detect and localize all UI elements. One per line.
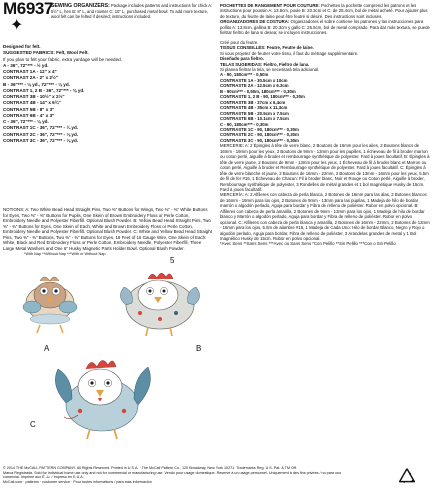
recycle-icon <box>396 466 418 488</box>
metric-item: CONTRASTE 1, 2 B - 90, 180cm*** - 0,30m <box>220 94 305 100</box>
yardage-item: CONTRAST 6B - 4" x 3" <box>3 112 55 118</box>
label-b5: 5 <box>170 256 175 265</box>
yardage-item: CONTRAST 2C - 36", 72"*** - ⅛ yd. <box>3 131 79 137</box>
metric-list <box>220 72 430 143</box>
metric-item: CONTRASTE 1A - 30.5cm x 10cm <box>220 77 288 83</box>
yardage-item: CONTRAST 2A - 2" x 2½" <box>3 75 58 81</box>
footer-line-2: Marca Registrada. Sold for individual home use only and not for commercial or manufacturing use. Vendu pour usage domestique. Reservé à un usage personnel. Uniquement à des fins privées / no para uso comercial. Imprimé aux É.-U. / Impreso en E.U.A. <box>3 470 342 480</box>
metric-item: CONTRASTE 1C - 90, 180cm*** - 0,30m <box>220 126 299 132</box>
suggested-fabrics: SUGGESTED FABRICS: Felt, Wool Felt. <box>3 50 89 56</box>
yardage-item: CONTRAST 3B - 10½" x 2½" <box>3 94 65 99</box>
metric-item: CONTRASTE 3B - 27cm x 6,4cm <box>220 99 286 105</box>
metric-item: CONTRASTE 3C - 90, 180cm*** - 0,30m <box>220 137 299 143</box>
yardage-list <box>3 63 215 144</box>
metric-item: C - 90, 180cm*** - 0,30m <box>220 121 269 127</box>
yardage-item: CONTRAST 1C - 36", 72"*** - ¼ yd. <box>3 125 79 131</box>
star-icon: ✦ <box>10 17 24 34</box>
organizer-illustrations <box>0 255 220 455</box>
yardage-item: CONTRAST 5B - 8" x 3" <box>3 106 55 112</box>
label-a: A <box>44 344 50 353</box>
pattern-number: M6937 <box>3 0 53 18</box>
metric-item: CONTRASTE 4B - 35cm x 11,3cm <box>220 105 288 111</box>
yardage-item: C - 36", 72"*** - ⅛ yd. <box>3 119 49 124</box>
yardage-item: B - 36"*** - ⅛ yd., 72"*** - ⅛ yd. <box>3 81 70 87</box>
label-c: C <box>30 420 36 429</box>
metric-item: A - 90, 180cm*** - 0,50m <box>220 72 269 78</box>
fabric-requirements <box>3 44 215 144</box>
metric-item: CONTRASTE 2A - 12.5cm x 6.3cm <box>220 83 289 89</box>
translations-column <box>220 3 430 247</box>
metric-item: B - 90cm*** - 0,50m, 180cm*** - 0,30m <box>220 88 296 94</box>
header-desc-text: Package includes patterns and instructions for chick A: 5½" L, hen B: 8" L, and rooster C: 10" L, purchased metal bowl. To add more texture, wool felt can be felted if desired; instructions included. <box>51 3 213 19</box>
header-description <box>51 3 217 19</box>
yardage-item: CONTRAST 1, 2 B - 36", 72"*** - ⅜ yd. <box>3 87 85 93</box>
yardage-item: CONTRAST 4B - 14" x 6¾" <box>3 100 61 106</box>
footer-line-3: McCall.com · patterns · customer service · Pour toutes informations / para más información <box>3 480 152 485</box>
yardage-item: CONTRAST 3C - 36", 72"*** - ⅛ yd. <box>3 137 79 143</box>
metric-item: CONTRASTE 6B - 10.1cm x 7.5cm <box>220 116 289 122</box>
merceria-text: MERCERÍA: A: 2 Alfileres con cabeza de perla blanca, 2 Botones de 16mm para las alas, 2 Botones blancos de 16mm - 19mm para los ojos, 2 Botones de 9mm - 13mm para las pupilas, 1 Madeja de hilo de bordar marrón o algodón perlado, Aguja para bordar y Fibra de relleno de poliéster. Rubor en polvo opcional. B: Alfileres con cabeza de perla amarilla, 2 Botones de 9mm - 13mm para los ojos, 1 Madeja de hilo de bordar blanco y Marrón o algodón perlado, Aguja para bordar y Fibra de relleno de poliéster. Rubor en polvo opcional. C: Alfileres con cabeza de perla blanca y amarilla, 2 Botones de 16mm - 22mm, 2 Botones de 13mm - 16mm para los ojos, 5.5m de alambre #16, 1 Madeja de Cada Uno: Hilo de bordar Blanco, Negro y Rojo o algodón perlado, Aguja para bordar, Fibra de relleno de poliéster, 3 Arandelas grandes de metal y 1 Bol magnético Husky de 15cm. Rubor en polvo opcional. <box>220 192 430 242</box>
fr-desc: Pochettes la pochette comprend les patrons et les instructions pour poussin A: 13.8cm, poule B: 20.3cm et C: de 25.4cm, bol de métal acheté. Pour ajouter plus de texture, du feutre de laine peut être feutré si désiré. Des instructions sont incluses. <box>220 3 428 19</box>
notions-text: NOTIONS: A: Two White Bead Head Straight Pins, Two ⅜" Buttons for Wings, Two ⅜" - ⅜" White Buttons for Eyes, Two ⅜" - ⅜" Buttons for Pupils, One Skein of Brown Embroidery Floss or Perle Cotton, Embroidery Needle and Polyester Fiberfill. Optional Blush Powder. B: Yellow Bead Head Straight Pins, Two ⅜" - ⅜" Buttons for Eyes, One Skein of Each, White and Brown Embroidery Floss or Perle Cotton, Embroidery Needle and Polyester Fiberfill. Optional Blush Powder. C: White and Yellow Bead Head Straight Pins, Two ⅜" - ⅜" Buttons, Two ⅜" - ⅜" Buttons for Eyes, 18 Feet of 16 Gauge Wire, One Skein of Each: White, Black and Red Embroidery Floss or Perle Cotton, Embroidery Needle, Polyester Fiberfill, Three Large Metal Washers and One 6" Husky Magnetic Parts Holder Bowl. Optional Blush Powder. <box>3 207 212 251</box>
nap-legend-translated: *Avec Sens **Sans Sens ***Avec ou Sans Sens *Con Pelillo **Sin Pelillo ***Con o Sin Pelillo <box>220 241 396 247</box>
copyright: © 2014 THE McCALL PATTERN COMPANY. All Rights Reserved. Printed in U.S.A. · The McCall Pattern Co., 120 Broadway, New York 10271. Trademarks Reg. U.S. Pat. & TM Off. <box>3 466 298 470</box>
nap-legend: *With Nap **Without Nap ***With or Without Nap <box>24 252 106 256</box>
footer <box>3 466 358 485</box>
hen-illustration <box>120 273 199 336</box>
yardage-item: A - 36", 72"*** - ½ yd. <box>3 62 49 68</box>
header-title: SEWING ORGANIZERS: <box>51 3 110 9</box>
fr-title: POCHETTES DE RANGEMENT POUR COUTURE: <box>220 3 320 8</box>
yardage-item: CONTRAST 1A - 12" x 4" <box>3 69 57 74</box>
fr-fabrics: TISSUS CONSEILLÉS: Feutre, Feutre de laine. <box>220 45 314 51</box>
es-note: Si planea fieltrar la tela, se necesitará tela adicional. <box>220 66 320 72</box>
rooster-illustration <box>55 360 150 439</box>
chick-illustration <box>23 277 77 333</box>
label-b: B <box>196 344 202 353</box>
metric-item: CONTRASTE 2C - 90, 180cm*** - 0,30m <box>220 132 299 138</box>
fr-note: Si vous projetez de feutrer votre tissu, il faut du métrage supplémentaire. <box>220 50 359 56</box>
es-designed: Diseñado para fieltro. <box>220 56 264 62</box>
designed-for: Designed for felt. <box>3 44 41 49</box>
metric-item: CONTRASTE 5B - 20.5cm x 7.5cm <box>220 110 289 116</box>
es-desc: Organizadores el sobre contiene los patrones y las instrucciones para pollito A: 13.8cm, gallina B: 20.3cm y gallo C: 25.5cm, bol de metal comprado. Para dar más textura, se puede fieltrar fieltro de lana si desea; se incluyen instrucciones. <box>220 19 430 36</box>
yardage-note: If you plan to felt your fabric, extra yardage will be needed. <box>3 56 122 62</box>
fr-designed: Créé pour du feutre. <box>220 39 259 45</box>
es-fabrics: TELAS SUGERIDAS: Fieltro, Fieltro de lana. <box>220 61 310 67</box>
es-title: ORGANIZADORES DE COSTURA: <box>220 19 290 25</box>
mercerie-text: MERCERIE: A: 2 Épingles à tête de verre blanc, 2 Boutons de 16mm pour les ailes, 2 Boutons blancs de 16mm - 19mm pour les yeux, 2 Boutons de 9mm - 13mm pour les pupilles, 1 écheveau de fil à broder marron ou coton perlé, aiguille à broder et rembourrage synthétique de polyester. Fard à joues facultatif. B: Épingles à tête de verre jaune, 2 Boutons de 9mm - 13mm pour les yeux, 1 Écheveau de fil à broder blanc et Marron ou coton perlé, Aiguille à broder et Rembourrage synthétique de polyester. Fard à joues facultatif. C: Épingles à tête de verre blanche et jaune, 2 Boutons de 16mm - 22mm, 2 Boutons de 13mm - 16mm pour les yeux, 5.5m de fil de fer #16, 1 Écheveau de Chacun: Fil à broder blanc, Noir et Rouge ou Coton perlé, Aiguille à broder, Rembourrage synthétique de polyester, 3 Rondelles de métal grandes et 1 bol magnétique Husky de 15cm. Fard à joues facultatif. <box>220 143 430 192</box>
